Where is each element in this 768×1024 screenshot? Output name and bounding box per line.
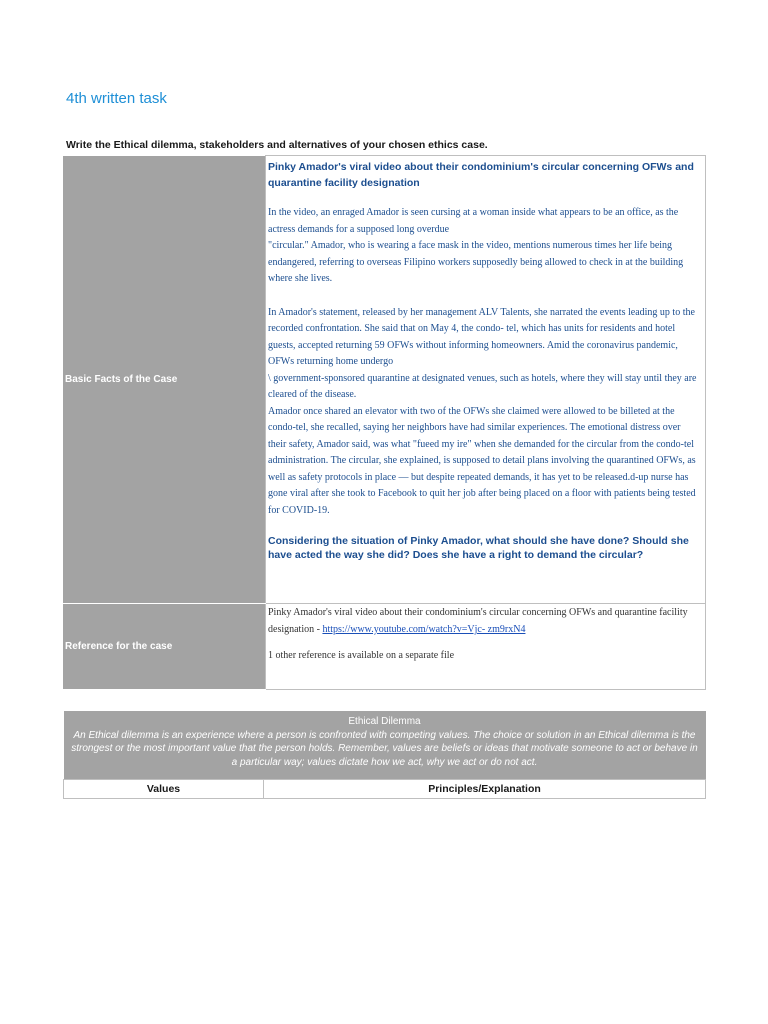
case-heading: Pinky Amador's viral video about their condominium's circular concerning OFWs and quarantine facility designation: [268, 161, 694, 189]
basic-facts-row: [63, 156, 706, 604]
reference-description: Pinky Amador's viral video about their condominium's circular concerning OFWs and quarantine facility designation -: [268, 607, 688, 635]
facts-paragraph-2a: In Amador's statement, released by her management ALV Talents, she narrated the events leading up to the recorded confrontation. She said that on May 4, the condo- tel, which has units for residents and hotel guests, accepted returning 59 OFWs without informing homeowners. Amid the coronavirus pandemic, OFWs returning home undergo: [268, 306, 695, 367]
facts-paragraph-2c: Amador once shared an elevator with two of the OFWs she claimed were allowed to be billeted at the condo-tel, she recalled, saying her neighbors have had similar experiences. The emotional distress over their safety, Amador said, was what "fueed my ire" when she demanded for the circular from the condo-tel administration. The circular, she explained, is supposed to detail plans involving the quarantined OFWs, as well as safety protocols in place — but despite repeated demands, it has yet to be released.d-up nurse has gone viral after she took to Facebook to quit her job after being placed on a floor with patients being tested for COVID-19.: [268, 405, 696, 516]
case-table: [63, 155, 706, 690]
reference-label: Reference for the case: [63, 604, 266, 690]
case-question: Considering the situation of Pinky Amador, what should she have done? Should she have acted the way she did? Does she have a right to demand the circular?: [268, 535, 689, 561]
paragraph-gap: [268, 288, 701, 305]
dilemma-table: [63, 711, 706, 799]
basic-facts-label: Basic Facts of the Case: [63, 156, 266, 604]
values-column-header: Values: [64, 780, 264, 799]
basic-facts-cell[interactable]: [266, 156, 706, 604]
reference-cell[interactable]: [266, 604, 706, 690]
reference-row: [63, 604, 706, 690]
dilemma-columns-row: [64, 780, 706, 799]
dilemma-header-row: [64, 711, 706, 780]
reference-text: [268, 604, 699, 638]
facts-paragraph-1b: "circular." Amador, who is wearing a face mask in the video, mentions numerous times her life being endangered, referring to overseas Filipino workers supposedly being allowed to check in at the building where she lives.: [268, 240, 684, 284]
page-title: 4th written task: [66, 90, 167, 107]
dilemma-title: Ethical Dilemma: [348, 716, 421, 727]
reference-note: 1 other reference is available on a separate file: [268, 650, 455, 661]
principles-column-header: Principles/Explanation: [264, 780, 706, 799]
facts-paragraph-2b: \ government-sponsored quarantine at designated venues, such as hotels, where they will stay until they are cleared of the disease.: [268, 372, 697, 400]
dilemma-header: [64, 711, 706, 780]
reference-link[interactable]: https://www.youtube.com/watch?v=Vjc- zm9rxN4: [322, 624, 526, 635]
facts-paragraph-1a: In the video, an enraged Amador is seen cursing at a woman inside what appears to be an office, as the actress demands for a supposed long overdue: [268, 207, 679, 235]
dilemma-description: An Ethical dilemma is an experience where a person is confronted with competing values. The choice or solution in an Ethical dilemma is the strongest or the most important value that the person holds. Remember, values are beliefs or ideas that motivate someone to act or behave in a particular way; values dictate how we act, why we act or do not act.: [71, 729, 698, 768]
instruction-text: Write the Ethical dilemma, stakeholders and alternatives of your chosen ethics case.: [66, 139, 488, 151]
